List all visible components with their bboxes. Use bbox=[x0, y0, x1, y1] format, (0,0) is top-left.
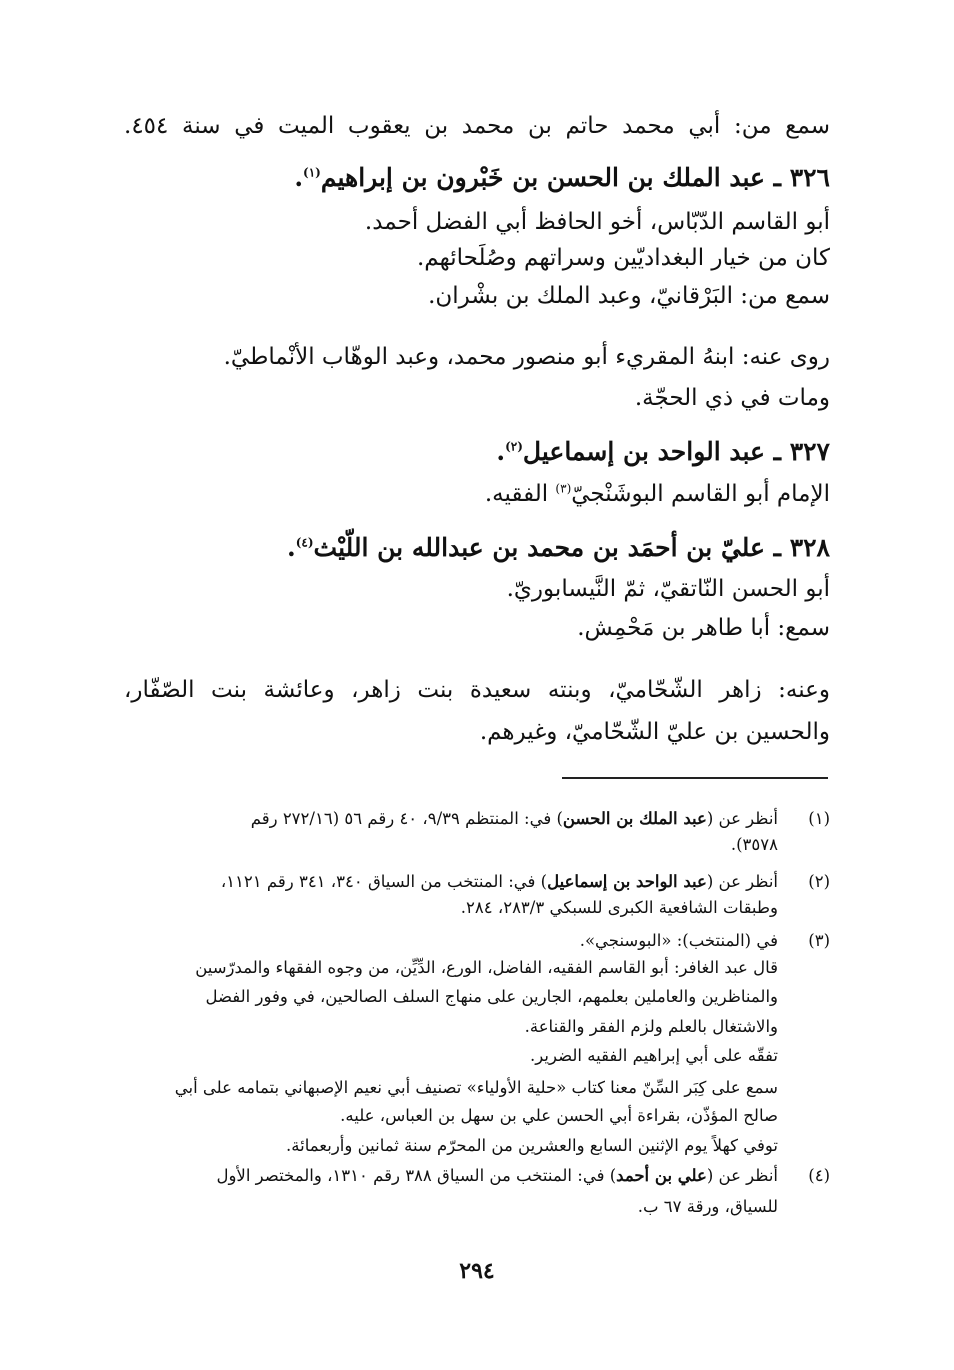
page-number: ٢٩٤ bbox=[459, 1258, 495, 1284]
text-line-9: الإمام أبو القاسم البوشَنْجيّ$^{(٣)}$ الفقيه. bbox=[484, 481, 830, 507]
text-line-13: وعنه: زاهر الشّحّاميّ، وبنته سعيدة بنت زاهر، وعائشة بنت الصّفّار، bbox=[124, 677, 830, 703]
footnote-separator bbox=[562, 777, 828, 779]
text-line-6: روى عنه: ابنهُ المقريء أبو منصور محمد، وعبد الوهّاب الأنْماطيّ. bbox=[223, 344, 830, 370]
text-line-11: أبو الحسن النّاتقيّ، ثمّ النَّيسابوريّ. bbox=[506, 576, 830, 602]
footnote-3-line-7: صالح المؤذّن، بقراءة أبي الحسن علي بن سهل بن العباس، عليه. bbox=[340, 1106, 778, 1125]
footnote-3-line-3: والمناظرين والعاملين بعلمهم، الجارين على منهاج السلف الصالحين، في وفور الفضل bbox=[205, 987, 778, 1006]
entry-327-heading: ٣٢٧ ـ عبد الواحد بن إسماعيل$^{(٢)}$. bbox=[496, 437, 830, 466]
text-line-7: ومات في ذي الحجّة. bbox=[634, 385, 830, 411]
footnote-1-line-1: أنظر عن (عبد الملك بن الحسن) في: المنتظم ٩/٣٩، ٤٠ رقم ٥٦ (٢٧٢/١٦ رقم bbox=[250, 809, 778, 828]
footnote-number-4: (٤) bbox=[808, 1166, 830, 1185]
footnote-4-line-2: للسياق، ورقة ٦٧ ب. bbox=[637, 1197, 778, 1216]
footnote-3-line-5: تفقّه على أبي إبراهيم الفقيه الضرير. bbox=[530, 1046, 778, 1065]
text-line-4: كان من خيار البغداديّين وسراتهم وصُلَحائهم. bbox=[417, 245, 830, 271]
text-line-12: سمع: أبا طاهر بن مَحْمِش. bbox=[577, 615, 830, 641]
footnote-2-line-2: وطبقات الشافعية الكبرى للسبكي ٢٨٣/٣، ٢٨٤. bbox=[460, 898, 778, 917]
footnote-3-line-1: في (المنتخب): «البوسنجي». bbox=[579, 931, 778, 950]
entry-326-heading: ٣٢٦ ـ عبد الملك بن الحسن بن خَبْرون بن إبراهيم$^{(١)}$. bbox=[294, 163, 830, 192]
footnote-4-line-1: أنظر عن (علي بن أحمد) في: المنتخب من السياق ٣٨٨ رقم ١٣١٠، والمختصر الأول bbox=[216, 1166, 778, 1185]
text-line-14: والحسين بن عليّ الشّحّاميّ، وغيرهم. bbox=[479, 719, 830, 745]
footnote-3-line-6: سمع على كِبَر السِّنّ معنا كتاب «حلية الأولياء» تصنيف أبي نعيم الإصبهاني بتمامه على أبي bbox=[174, 1078, 778, 1097]
footnote-3-line-4: والاشتغال بالعلم ولزم الفقر والقناعة. bbox=[524, 1017, 778, 1036]
entry-328-heading: ٣٢٨ ـ عليّ بن أحمَد بن محمد بن عبدالله بن اللّيْث$^{(٤)}$. bbox=[286, 533, 830, 562]
footnote-2-line-1: أنظر عن (عبد الواحد بن إسماعيل) في: المنتخب من السياق ٣٤٠، ٣٤١ رقم ١١٢١، bbox=[220, 872, 778, 891]
footnote-ref-1[interactable]: (١) bbox=[303, 165, 321, 180]
footnote-3-line-8: توفي كهلاً يوم الإثنين السابع والعشرين من المحرّم سنة ثمانين وأربعمائة. bbox=[286, 1136, 778, 1155]
footnote-3-line-2: قال عبد الغافر: أبو القاسم الفقيه، الفاضل، الورع، الدِّيِّن، من وجوه الفقهاء والمدرّسين bbox=[195, 958, 778, 977]
text-line-3: أبو القاسم الدّبّاس، أخو الحافظ أبي الفضل أحمد. bbox=[364, 209, 830, 235]
footnote-ref-2[interactable]: (٢) bbox=[505, 439, 523, 454]
footnote-number-1: (١) bbox=[808, 809, 830, 828]
footnote-1-line-2: ٣٥٧٨). bbox=[730, 835, 778, 854]
footnote-ref-4[interactable]: (٤) bbox=[295, 535, 314, 550]
text-line-5: سمع من: البَرْقانيّ، وعبد الملك بن بشْران. bbox=[428, 283, 830, 309]
footnote-number-2: (٢) bbox=[808, 872, 830, 891]
footnote-number-3: (٣) bbox=[808, 931, 830, 950]
text-line-1: سمع من: أبي محمد حاتم بن محمد بن يعقوب الميت في سنة ٤٥٤. bbox=[124, 113, 830, 139]
footnote-ref-3[interactable]: (٣) bbox=[555, 481, 572, 496]
